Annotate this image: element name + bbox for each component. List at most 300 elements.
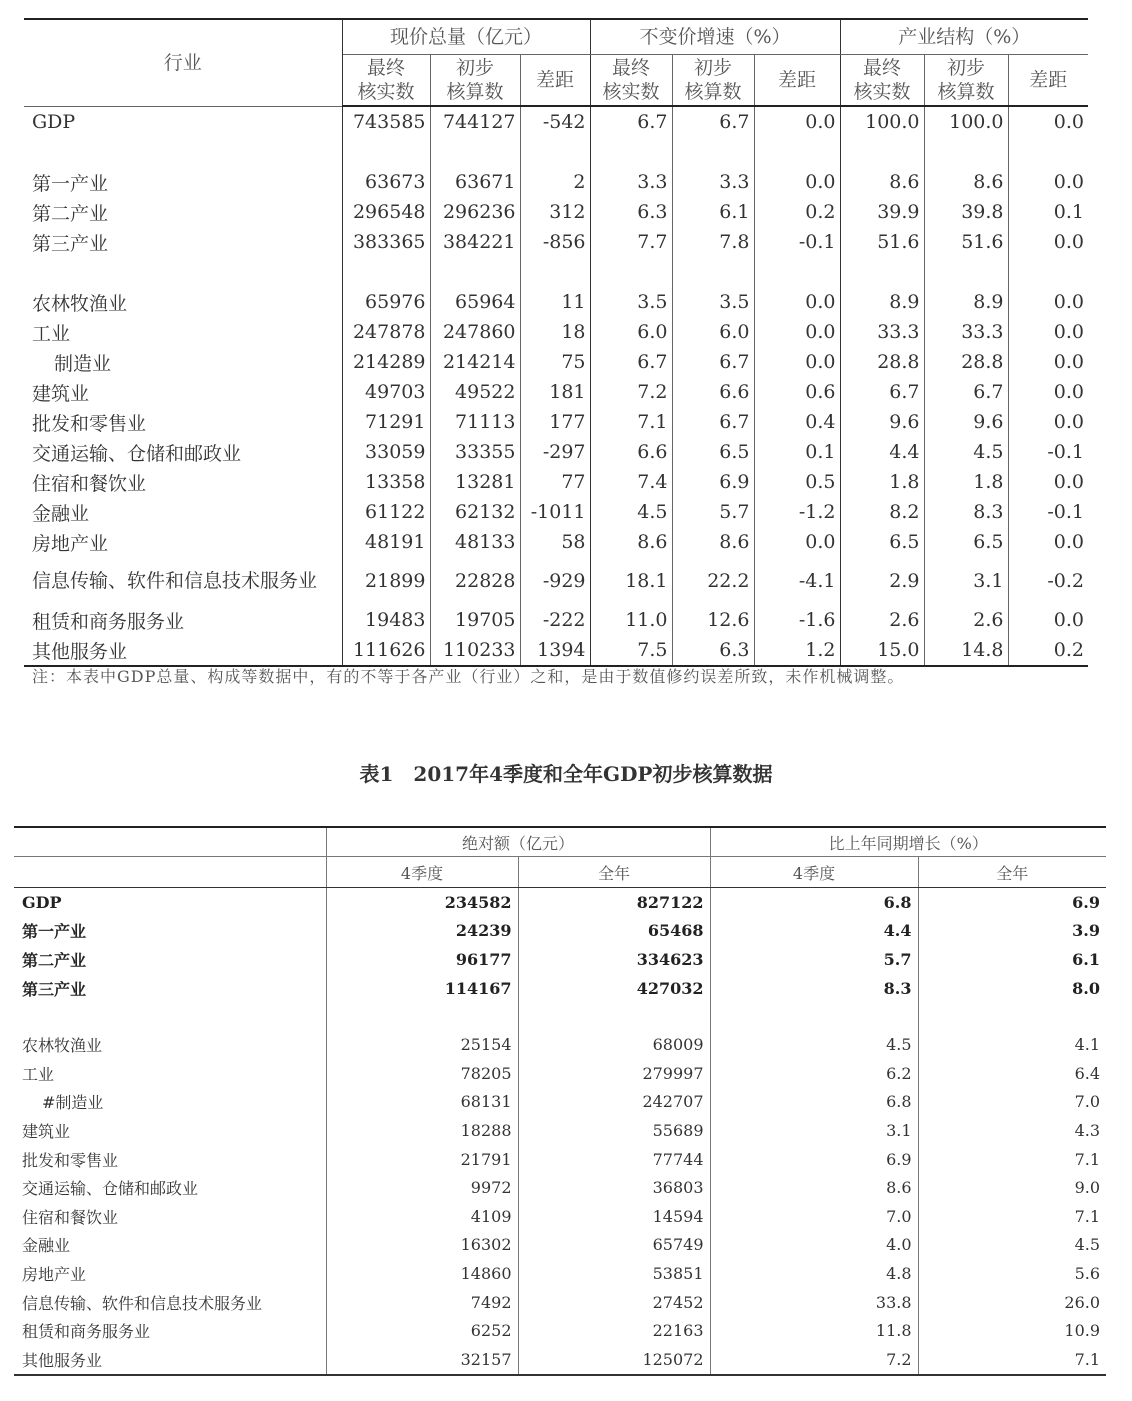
- value-cell: -1011: [520, 497, 590, 527]
- value-cell: 744127: [430, 106, 520, 137]
- value-cell: 63673: [342, 167, 430, 197]
- value-cell: 4109: [326, 1202, 518, 1231]
- table-row: [24, 106, 1088, 137]
- value-cell: 96177: [326, 945, 518, 974]
- value-cell: 14594: [518, 1202, 710, 1231]
- value-cell: 16302: [326, 1231, 518, 1260]
- value-cell: 65976: [342, 287, 430, 317]
- value-cell: 6.1: [672, 197, 754, 227]
- value-cell: 0.0: [1053, 411, 1085, 433]
- value-cell: 181: [520, 377, 590, 407]
- value-cell: 177: [520, 407, 590, 437]
- value-cell: [590, 257, 672, 287]
- value-cell: 15.0: [840, 635, 924, 666]
- table-row: [14, 917, 1106, 946]
- value-cell: 8.3: [710, 974, 918, 1003]
- industry-header: 行业: [24, 19, 342, 106]
- value-cell: 77744: [518, 1145, 710, 1174]
- value-cell: 312: [520, 197, 590, 227]
- value-cell: 49522: [430, 377, 520, 407]
- value-cell: 77: [520, 467, 590, 497]
- value-cell: 12.6: [672, 605, 754, 635]
- value-cell: 53851: [518, 1259, 710, 1288]
- industry-name: 房地产业: [14, 1259, 326, 1288]
- value-cell: 2.6: [924, 605, 1008, 635]
- value-cell: 3.5: [590, 287, 672, 317]
- value-cell: 100.0: [924, 106, 1008, 137]
- table-row: [24, 197, 1088, 227]
- table-row: [14, 888, 1106, 917]
- value-cell: 8.2: [840, 497, 924, 527]
- value-cell: 6.1: [1072, 949, 1101, 969]
- table-row: [14, 1173, 1106, 1202]
- table-row: [24, 317, 1088, 347]
- value-cell: 13281: [430, 467, 520, 497]
- value-cell: 4.4: [840, 437, 924, 467]
- table-b-corner: [14, 827, 326, 857]
- value-cell: 6.5: [672, 437, 754, 467]
- table-row: [24, 557, 1088, 605]
- table-row: [24, 467, 1088, 497]
- value-cell: 2.6: [840, 605, 924, 635]
- group-header-structure: 产业结构（%）: [840, 19, 1088, 55]
- value-cell: 26.0: [1064, 1292, 1101, 1312]
- table-row: [14, 1088, 1106, 1117]
- sub-header-final: 最终 核实数: [342, 55, 430, 107]
- table-row: [14, 974, 1106, 1003]
- value-cell: [1008, 137, 1088, 167]
- table-b-title: 表1 2017年4季度和全年GDP初步核算数据: [359, 762, 773, 786]
- value-cell: 6.9: [672, 467, 754, 497]
- value-cell: 4.5: [924, 437, 1008, 467]
- value-cell: 24239: [326, 917, 518, 946]
- industry-name: 农林牧渔业: [24, 287, 342, 317]
- value-cell: [518, 1002, 710, 1030]
- value-cell: [710, 1002, 918, 1030]
- value-cell: 4.5: [1074, 1235, 1101, 1255]
- group-header-absolute: 绝对额（亿元）: [326, 827, 710, 857]
- value-cell: 65749: [518, 1231, 710, 1260]
- value-cell: [672, 137, 754, 167]
- value-cell: 7.8: [672, 227, 754, 257]
- industry-name: 租赁和商务服务业: [24, 605, 342, 635]
- value-cell: 743585: [342, 106, 430, 137]
- value-cell: 2: [520, 167, 590, 197]
- value-cell: 6.9: [1072, 892, 1101, 912]
- value-cell: -297: [520, 437, 590, 467]
- value-cell: 6.7: [672, 106, 754, 137]
- spacer-row: [24, 137, 1088, 167]
- value-cell: 6.7: [840, 377, 924, 407]
- industry-name: GDP: [24, 106, 342, 137]
- value-cell: 6.7: [672, 347, 754, 377]
- value-cell: 8.6: [710, 1173, 918, 1202]
- value-cell: 7.1: [918, 1345, 1106, 1375]
- industry-name: 交通运输、仓储和邮政业: [24, 437, 342, 467]
- sub-header-prelim: 初步 核算数: [430, 55, 520, 107]
- value-cell: 71291: [342, 407, 430, 437]
- table-row: [14, 945, 1106, 974]
- value-cell: [520, 137, 590, 167]
- value-cell: 111626: [342, 635, 430, 666]
- value-cell: 27452: [518, 1288, 710, 1317]
- value-cell: 39.8: [924, 197, 1008, 227]
- value-cell: 0.0: [1053, 231, 1085, 253]
- value-cell: 6.7: [672, 407, 754, 437]
- value-cell: 242707: [518, 1088, 710, 1117]
- value-cell: 4.5: [590, 497, 672, 527]
- value-cell: [924, 257, 1008, 287]
- value-cell: 0.0: [1053, 471, 1085, 493]
- value-cell: 4.5: [710, 1030, 918, 1059]
- value-cell: 5.7: [710, 945, 918, 974]
- value-cell: 51.6: [924, 227, 1008, 257]
- value-cell: [672, 257, 754, 287]
- value-cell: 110233: [430, 635, 520, 666]
- value-cell: 0.0: [1053, 291, 1085, 313]
- industry-name: 第三产业: [24, 227, 342, 257]
- value-cell: 7.4: [590, 467, 672, 497]
- table-row: [14, 1059, 1106, 1088]
- value-cell: 21791: [326, 1145, 518, 1174]
- industry-name: 第一产业: [24, 167, 342, 197]
- group-header-current-price: 现价总量（亿元）: [342, 19, 590, 55]
- group-header-growth: 比上年同期增长（%）: [710, 827, 1106, 857]
- industry-name: 制造业: [24, 347, 342, 377]
- value-cell: 6.7: [924, 377, 1008, 407]
- value-cell: 7.7: [590, 227, 672, 257]
- table-row: [14, 1231, 1106, 1260]
- industry-name: 其他服务业: [14, 1345, 326, 1375]
- value-cell: 4.4: [710, 917, 918, 946]
- value-cell: 0.2: [754, 197, 840, 227]
- table-b-corner-sub: [14, 857, 326, 888]
- sub-header-q4: 4季度: [326, 857, 518, 888]
- value-cell: 100.0: [840, 106, 924, 137]
- value-cell: 827122: [518, 888, 710, 917]
- value-cell: 33.8: [710, 1288, 918, 1317]
- value-cell: 7.0: [1074, 1092, 1101, 1112]
- value-cell: 22828: [430, 557, 520, 605]
- value-cell: 18.1: [590, 557, 672, 605]
- value-cell: 3.1: [924, 557, 1008, 605]
- value-cell: 7.1: [590, 407, 672, 437]
- value-cell: -0.1: [1047, 501, 1085, 523]
- value-cell: -856: [520, 227, 590, 257]
- value-cell: 0.1: [754, 437, 840, 467]
- sub-header-prelim: 初步 核算数: [924, 55, 1008, 107]
- value-cell: 279997: [518, 1059, 710, 1088]
- value-cell: 427032: [518, 974, 710, 1003]
- value-cell: [430, 137, 520, 167]
- value-cell: 0.0: [1053, 381, 1085, 403]
- value-cell: 8.6: [590, 527, 672, 557]
- value-cell: 25154: [326, 1030, 518, 1059]
- value-cell: 49703: [342, 377, 430, 407]
- industry-name: 建筑业: [14, 1116, 326, 1145]
- industry-name: 农林牧渔业: [14, 1030, 326, 1059]
- value-cell: 7.5: [590, 635, 672, 666]
- table-row: [24, 377, 1088, 407]
- value-cell: 0.0: [754, 527, 840, 557]
- sub-header-diff: 差距: [1008, 55, 1088, 107]
- value-cell: -542: [520, 106, 590, 137]
- industry-name: [24, 257, 342, 287]
- value-cell: 8.3: [924, 497, 1008, 527]
- value-cell: [590, 137, 672, 167]
- table-row: [24, 167, 1088, 197]
- table-row: [24, 287, 1088, 317]
- value-cell: 65468: [518, 917, 710, 946]
- table-row: [24, 407, 1088, 437]
- value-cell: 8.9: [924, 287, 1008, 317]
- table-row: [14, 1345, 1106, 1375]
- value-cell: 8.0: [1072, 978, 1101, 998]
- value-cell: 6.5: [840, 527, 924, 557]
- value-cell: 8.6: [924, 167, 1008, 197]
- value-cell: [342, 137, 430, 167]
- industry-name: 住宿和餐饮业: [14, 1202, 326, 1231]
- value-cell: 19483: [342, 605, 430, 635]
- table-a-note: 注：本表中GDP总量、构成等数据中，有的不等于各产业（行业）之和，是由于数值修约误差所致，未作机械调整。: [32, 667, 905, 686]
- value-cell: 234582: [326, 888, 518, 917]
- table-row: [24, 527, 1088, 557]
- value-cell: 28.8: [924, 347, 1008, 377]
- value-cell: 6.3: [590, 197, 672, 227]
- value-cell: 296548: [342, 197, 430, 227]
- spacer-row: [24, 257, 1088, 287]
- value-cell: [924, 137, 1008, 167]
- value-cell: 4.3: [1074, 1120, 1101, 1140]
- spacer-row: [14, 1002, 1106, 1030]
- value-cell: 8.9: [840, 287, 924, 317]
- value-cell: 6.5: [924, 527, 1008, 557]
- value-cell: 32157: [326, 1345, 518, 1375]
- value-cell: 296236: [430, 197, 520, 227]
- industry-name: #制造业: [14, 1088, 326, 1117]
- value-cell: 6252: [326, 1316, 518, 1345]
- value-cell: 19705: [430, 605, 520, 635]
- value-cell: -0.2: [1047, 570, 1085, 592]
- sub-header-year-growth: 全年: [918, 857, 1106, 888]
- table-a-body: [24, 106, 1088, 666]
- value-cell: 0.0: [754, 287, 840, 317]
- value-cell: 6.7: [590, 106, 672, 137]
- sub-header-prelim: 初步 核算数: [672, 55, 754, 107]
- value-cell: 9.6: [840, 407, 924, 437]
- value-cell: 0.0: [1053, 321, 1085, 343]
- value-cell: 6.8: [710, 1088, 918, 1117]
- value-cell: 6.2: [710, 1059, 918, 1088]
- value-cell: 13358: [342, 467, 430, 497]
- sub-header-diff: 差距: [754, 55, 840, 107]
- value-cell: 6.6: [590, 437, 672, 467]
- value-cell: 0.2: [1008, 635, 1088, 666]
- value-cell: 3.5: [672, 287, 754, 317]
- value-cell: 6.3: [672, 635, 754, 666]
- table-row: [24, 497, 1088, 527]
- industry-name: 批发和零售业: [14, 1145, 326, 1174]
- value-cell: 1.8: [924, 467, 1008, 497]
- value-cell: 33.3: [840, 317, 924, 347]
- value-cell: 1.2: [754, 635, 840, 666]
- table-row: [14, 1202, 1106, 1231]
- value-cell: 68131: [326, 1088, 518, 1117]
- industry-name: 租赁和商务服务业: [14, 1316, 326, 1345]
- value-cell: 62132: [430, 497, 520, 527]
- table-row: [24, 347, 1088, 377]
- value-cell: 7.2: [710, 1345, 918, 1375]
- value-cell: 2.9: [840, 557, 924, 605]
- industry-name: 第一产业: [14, 917, 326, 946]
- table-row: [14, 1116, 1106, 1145]
- industry-name: 建筑业: [24, 377, 342, 407]
- value-cell: 0.0: [1053, 531, 1085, 553]
- table-row: [24, 437, 1088, 467]
- group-header-constant-growth: 不变价增速（%）: [590, 19, 840, 55]
- value-cell: 78205: [326, 1059, 518, 1088]
- value-cell: -0.1: [754, 227, 840, 257]
- table-b-header: [14, 827, 1106, 888]
- value-cell: 7.2: [590, 377, 672, 407]
- industry-name: 信息传输、软件和信息技术服务业: [14, 1288, 326, 1317]
- value-cell: 6.9: [710, 1145, 918, 1174]
- value-cell: -4.1: [754, 557, 840, 605]
- value-cell: 65964: [430, 287, 520, 317]
- value-cell: 6.0: [672, 317, 754, 347]
- industry-name: 第二产业: [24, 197, 342, 227]
- value-cell: 18: [520, 317, 590, 347]
- value-cell: 55689: [518, 1116, 710, 1145]
- sub-header-final: 最终 核实数: [840, 55, 924, 107]
- value-cell: [754, 137, 840, 167]
- value-cell: 247878: [342, 317, 430, 347]
- table-a-header: [24, 19, 1088, 106]
- value-cell: -0.1: [1047, 441, 1085, 463]
- value-cell: 58: [520, 527, 590, 557]
- value-cell: [520, 257, 590, 287]
- industry-name: 工业: [14, 1059, 326, 1088]
- value-cell: 8.6: [672, 527, 754, 557]
- value-cell: 4.1: [1074, 1035, 1101, 1055]
- value-cell: 4.0: [710, 1231, 918, 1260]
- value-cell: 6.4: [1074, 1063, 1101, 1083]
- industry-name: 其他服务业: [24, 635, 342, 666]
- table-row: [14, 1316, 1106, 1345]
- value-cell: 18288: [326, 1116, 518, 1145]
- value-cell: 5.6: [1074, 1263, 1101, 1283]
- value-cell: 28.8: [840, 347, 924, 377]
- value-cell: 39.9: [840, 197, 924, 227]
- value-cell: -1.6: [754, 605, 840, 635]
- value-cell: [840, 257, 924, 287]
- value-cell: 383365: [342, 227, 430, 257]
- value-cell: 11.0: [590, 605, 672, 635]
- industry-name: [24, 137, 342, 167]
- sub-header-q4-growth: 4季度: [710, 857, 918, 888]
- value-cell: 33059: [342, 437, 430, 467]
- value-cell: 51.6: [840, 227, 924, 257]
- table-row: [24, 605, 1088, 635]
- industry-name: 房地产业: [24, 527, 342, 557]
- value-cell: [1008, 257, 1088, 287]
- value-cell: 22163: [518, 1316, 710, 1345]
- value-cell: 33.3: [924, 317, 1008, 347]
- value-cell: 48133: [430, 527, 520, 557]
- industry-name: 第二产业: [14, 945, 326, 974]
- value-cell: 6.6: [672, 377, 754, 407]
- value-cell: 114167: [326, 974, 518, 1003]
- industry-name: 批发和零售业: [24, 407, 342, 437]
- value-cell: 0.0: [754, 347, 840, 377]
- industry-name: 金融业: [24, 497, 342, 527]
- value-cell: 1394: [520, 635, 590, 666]
- value-cell: 11: [520, 287, 590, 317]
- value-cell: [342, 257, 430, 287]
- table-b-body: [14, 888, 1106, 1375]
- value-cell: 7.1: [1074, 1149, 1101, 1169]
- value-cell: 11.8: [710, 1316, 918, 1345]
- gdp-quarterly-table: [14, 826, 1106, 1376]
- value-cell: 3.9: [1072, 921, 1101, 941]
- value-cell: 9.0: [1074, 1178, 1101, 1198]
- value-cell: 1.8: [840, 467, 924, 497]
- value-cell: 68009: [518, 1030, 710, 1059]
- value-cell: 7.0: [710, 1202, 918, 1231]
- value-cell: 0.5: [754, 467, 840, 497]
- value-cell: 0.0: [754, 317, 840, 347]
- value-cell: 14860: [326, 1259, 518, 1288]
- value-cell: 10.9: [1064, 1321, 1101, 1341]
- value-cell: 384221: [430, 227, 520, 257]
- value-cell: [918, 1002, 1106, 1030]
- value-cell: 247860: [430, 317, 520, 347]
- value-cell: 36803: [518, 1173, 710, 1202]
- value-cell: 61122: [342, 497, 430, 527]
- industry-name: GDP: [14, 888, 326, 917]
- value-cell: 0.0: [754, 106, 840, 137]
- value-cell: 22.2: [672, 557, 754, 605]
- value-cell: 0.0: [1053, 609, 1085, 631]
- value-cell: 7492: [326, 1288, 518, 1317]
- value-cell: 14.8: [924, 635, 1008, 666]
- value-cell: [430, 257, 520, 287]
- value-cell: 9972: [326, 1173, 518, 1202]
- sub-header-diff: 差距: [520, 55, 590, 107]
- table-row: [14, 1030, 1106, 1059]
- table-row: [24, 635, 1088, 666]
- value-cell: 6.7: [590, 347, 672, 377]
- value-cell: 334623: [518, 945, 710, 974]
- value-cell: 71113: [430, 407, 520, 437]
- value-cell: 9.6: [924, 407, 1008, 437]
- table-row: [14, 1259, 1106, 1288]
- value-cell: 21899: [342, 557, 430, 605]
- gdp-revision-table: [24, 18, 1088, 667]
- value-cell: 33355: [430, 437, 520, 467]
- value-cell: 3.1: [710, 1116, 918, 1145]
- value-cell: [326, 1002, 518, 1030]
- value-cell: 0.0: [1053, 171, 1085, 193]
- value-cell: 6.8: [710, 888, 918, 917]
- value-cell: 6.0: [590, 317, 672, 347]
- table-row: [14, 1288, 1106, 1317]
- value-cell: [840, 137, 924, 167]
- value-cell: 214289: [342, 347, 430, 377]
- industry-name: 第三产业: [14, 974, 326, 1003]
- table-row: [24, 227, 1088, 257]
- value-cell: 0.6: [754, 377, 840, 407]
